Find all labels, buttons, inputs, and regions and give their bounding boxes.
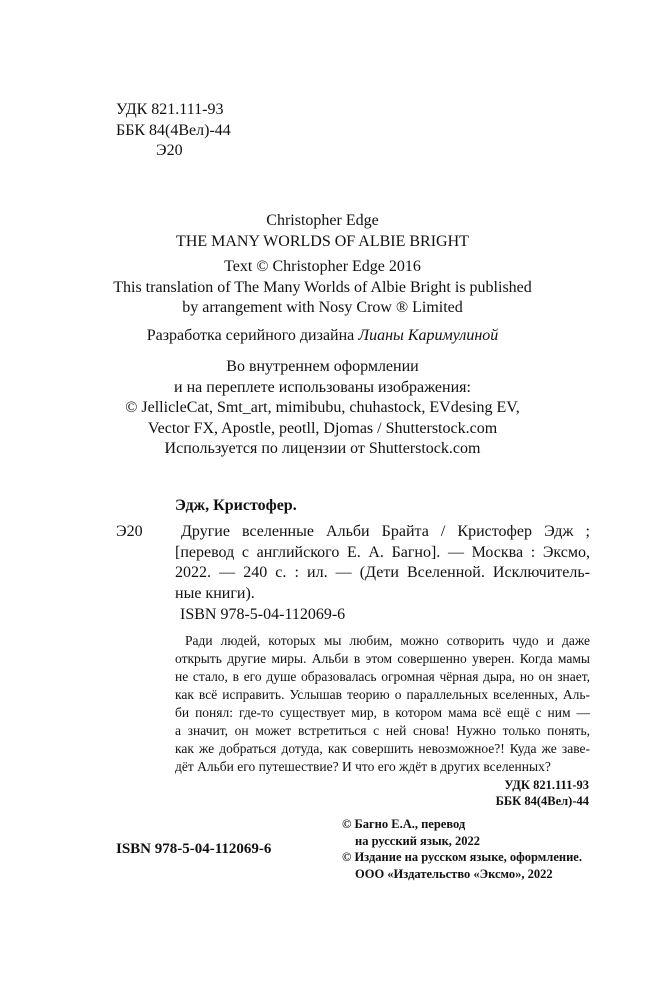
catalog-description xyxy=(175,522,590,604)
description-line: 2022. — 240 с. : ил. — (Дети Вселенной. Исключитель- xyxy=(175,564,590,581)
annotation-line: как всё исправить. Услышав теорию о параллельных вселенных, Аль- xyxy=(175,687,590,702)
image-credits xyxy=(0,357,645,460)
description-line: Другие вселенные Альби Брайта / Кристофер Эдж ; xyxy=(181,523,590,540)
bbk-code: ББК 84(4Вел)-44 xyxy=(116,121,231,139)
rights-block xyxy=(0,257,645,319)
image-credits-line-1: Во внутреннем оформлении xyxy=(226,358,419,375)
edition-copyright-cont: ООО «Издательство «Эксмо», 2022 xyxy=(355,866,553,881)
catalog-author-heading: Эдж, Кристофер. xyxy=(175,497,297,514)
annotation-line: а значит, он может встретиться с ней снова! Нужно только понять, xyxy=(175,723,590,738)
edition-copyright: © Издание на русском языке, оформление. xyxy=(342,850,582,864)
annotation-line: Ради людей, которых мы любим, можно сотворить чудо и даже xyxy=(185,633,590,648)
image-credits-line-3: © JellicleCat, Smt_art, mimibubu, chuhastock, EVdesing EV, xyxy=(125,399,520,416)
annotation-line: би понял: где-то существует мир, в котором мама всё ещё с ним — xyxy=(175,705,590,720)
original-title: THE MANY WORLDS OF ALBIE BRIGHT xyxy=(176,232,469,250)
copyright-text: Text © Christopher Edge 2016 xyxy=(224,258,421,275)
imprint-isbn: ISBN 978-5-04-112069-6 xyxy=(116,841,272,857)
annotation-line: дёт Альби его путешествие? И что его ждёт в других вселенных? xyxy=(175,759,551,774)
catalog-isbn: ISBN 978-5-04-112069-6 xyxy=(180,606,346,623)
copyright-block xyxy=(342,816,582,882)
translation-copyright: © Багно Е.А., перевод xyxy=(342,817,466,831)
description-line: ные книги). xyxy=(175,584,255,602)
classification-block xyxy=(116,100,231,162)
author-mark: Э20 xyxy=(156,142,183,159)
udk-code: УДК 821.111-93 xyxy=(116,101,224,118)
catalog-udk: УДК 821.111-93 xyxy=(504,778,589,792)
design-credit-prefix: Разработка серийного дизайна xyxy=(146,327,359,344)
catalog-author-mark: Э20 xyxy=(116,523,143,540)
image-credits-line-2: и на переплете использованы изображения: xyxy=(174,378,471,396)
translation-copyright-cont: на русский язык, 2022 xyxy=(355,833,481,848)
catalog-bbk: ББК 84(4Вел)-44 xyxy=(495,794,589,808)
original-author: Christopher Edge xyxy=(266,212,379,229)
annotation-line: не стало, в его душе образовалась огромная чёрная дыра, но он знает, xyxy=(175,669,590,684)
description-line: [перевод с английского Е. А. Багно]. — Москва : Эксмо, xyxy=(175,543,590,561)
translation-note-1: This translation of The Many Worlds of Albie Bright is published xyxy=(113,278,532,296)
image-credits-line-5: Используется по лицензии от Shutterstock.com xyxy=(164,440,481,457)
image-credits-line-4: Vector FX, Apostle, peotll, Djomas / Shutterstock.com xyxy=(147,419,498,437)
translation-note-2: by arrangement with Nosy Crow ® Limited xyxy=(182,299,463,316)
annotation-line: открыть другие миры. Альби в этом совершенно уверен. Когда мамы xyxy=(175,651,590,666)
design-credit xyxy=(0,326,645,347)
annotation-line: как же добраться дотуда, как совершить невозможное?! Куда же заве- xyxy=(175,741,590,756)
annotation xyxy=(175,632,590,776)
designer-name: Лианы Каримулиной xyxy=(358,327,499,344)
catalog-classification xyxy=(496,777,589,809)
original-credits xyxy=(0,211,645,252)
